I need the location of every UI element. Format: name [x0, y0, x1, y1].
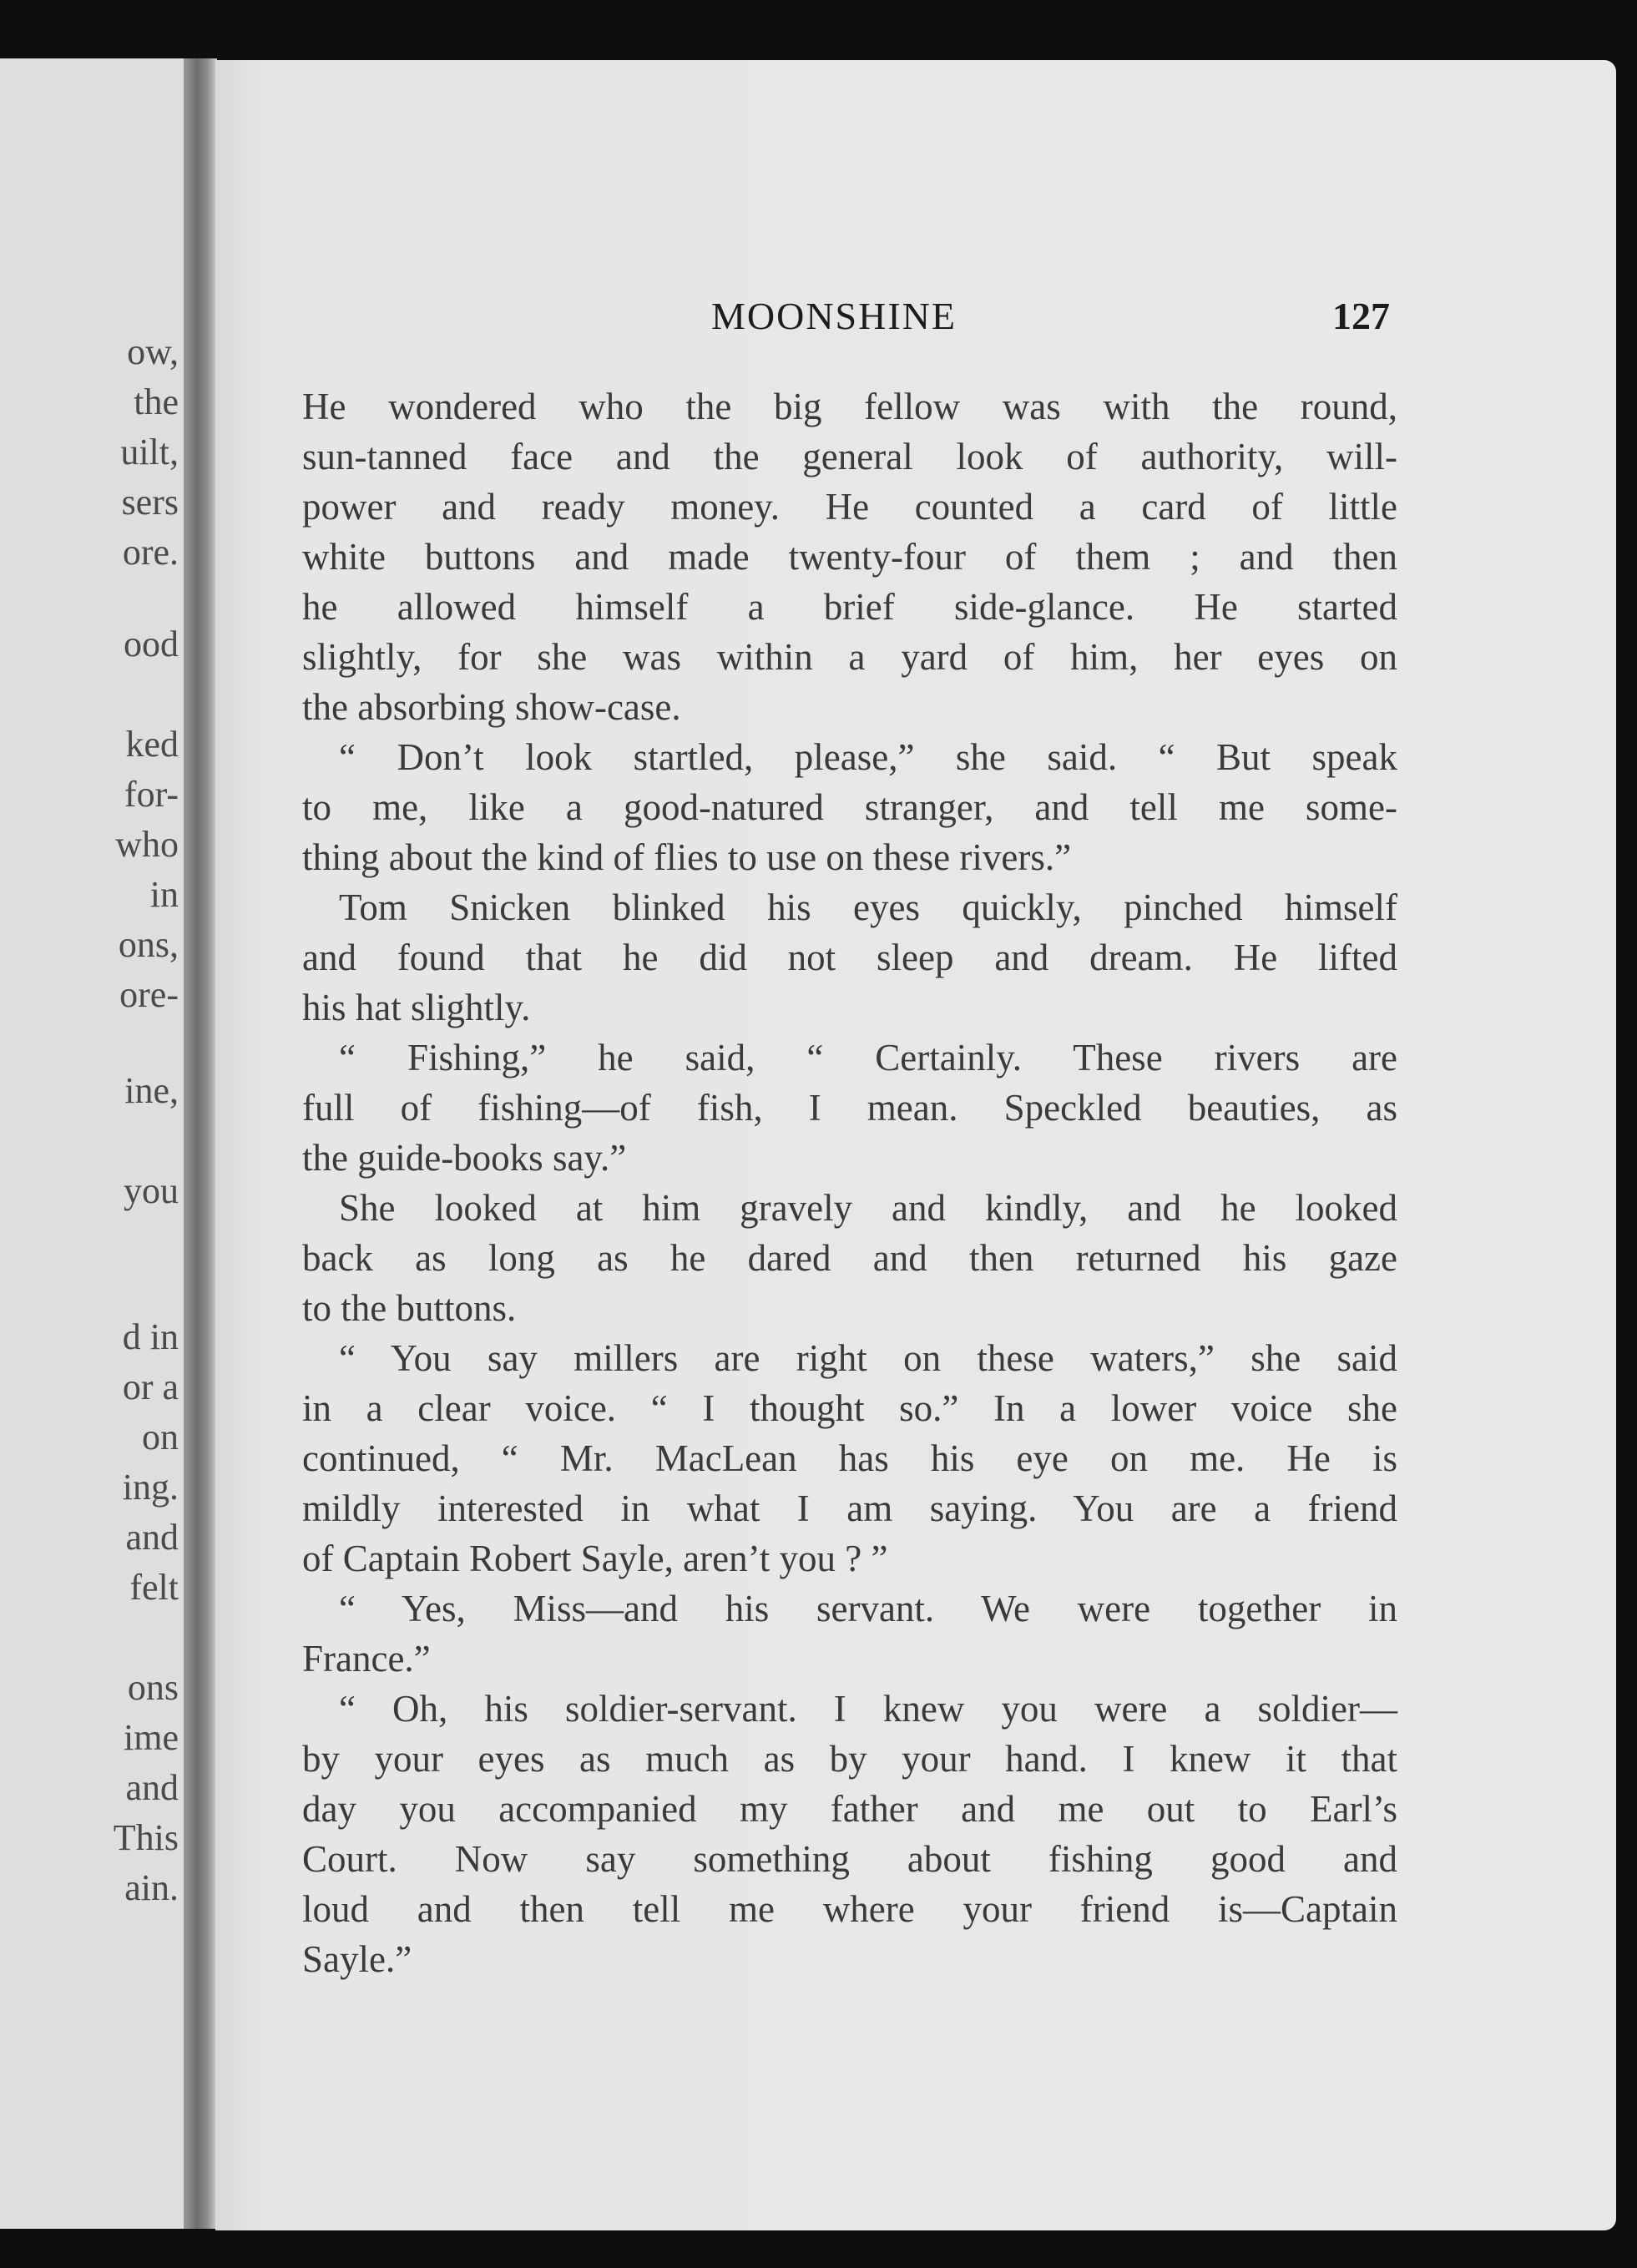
fragment-line: ons: [127, 1667, 179, 1708]
fragment-line: ked: [125, 724, 179, 765]
text-line: loud and then tell me where your friend is—Captain: [302, 1888, 1397, 1930]
text-line: mildly interested in what I am saying. You are a friend: [302, 1488, 1397, 1529]
current-page: [215, 60, 1616, 2230]
text-line: the guide-books say.”: [302, 1137, 627, 1179]
fragment-line: ime: [124, 1717, 179, 1758]
page-number: 127: [1332, 295, 1390, 337]
fragment-line: who: [115, 824, 179, 865]
text-line: power and ready money. He counted a card of little: [302, 486, 1397, 528]
fragment-line: ore-: [119, 974, 179, 1015]
running-title: MOONSHINE: [711, 295, 957, 337]
fragment-line: or a: [122, 1366, 179, 1407]
text-line: thing about the kind of flies to use on these rivers.”: [302, 836, 1072, 878]
fragment-line: ain.: [124, 1867, 179, 1908]
fragment-line: ons,: [118, 924, 179, 965]
text-line: “ Yes, Miss—and his servant. We were together in: [339, 1588, 1397, 1629]
text-line: He wondered who the big fellow was with the round,: [302, 386, 1397, 427]
text-line: to me, like a good-natured stranger, and tell me some-: [302, 786, 1397, 828]
text-line: back as long as he dared and then returned his gaze: [302, 1237, 1397, 1279]
fragment-line: This: [113, 1817, 179, 1858]
running-head: [215, 294, 1616, 344]
text-line: Sayle.”: [302, 1938, 412, 1980]
text-line: Court. Now say something about fishing good and: [302, 1838, 1397, 1880]
text-line: white buttons and made twenty-four of them ; and then: [302, 536, 1397, 578]
text-line: to the buttons.: [302, 1287, 517, 1329]
fragment-line: on: [142, 1417, 179, 1457]
fragment-line: ore.: [122, 532, 179, 573]
fragment-line: in: [149, 874, 179, 915]
text-line: of Captain Robert Sayle, aren’t you ? ”: [302, 1538, 888, 1579]
text-line: in a clear voice. “ I thought so.” In a lower voice she: [302, 1387, 1397, 1429]
fragment-line: uilt,: [120, 432, 179, 472]
text-line: France.”: [302, 1638, 431, 1680]
book-gutter: [184, 58, 217, 2229]
fragment-line: and: [125, 1767, 179, 1808]
text-line: he allowed himself a brief side-glance. He started: [302, 586, 1397, 628]
text-line: by your eyes as much as by your hand. I knew it that: [302, 1738, 1397, 1780]
fragment-line: ing.: [122, 1467, 179, 1508]
text-line: She looked at him gravely and kindly, and he looked: [339, 1187, 1397, 1229]
fragment-line: for-: [124, 774, 179, 815]
fragment-line: ood: [124, 624, 179, 664]
text-line: “ Fishing,” he said, “ Certainly. These rivers are: [339, 1037, 1397, 1078]
text-line: “ You say millers are right on these waters,” she said: [339, 1337, 1397, 1379]
previous-page-edge: [0, 58, 194, 2229]
text-line: the absorbing show-case.: [302, 686, 681, 728]
fragment-line: felt: [129, 1567, 179, 1608]
fragment-line: the: [134, 381, 179, 422]
fragment-line: you: [124, 1170, 179, 1211]
text-line: “ Oh, his soldier-servant. I knew you were a soldier—: [339, 1688, 1397, 1730]
text-line: slightly, for she was within a yard of him, her eyes on: [302, 636, 1397, 678]
fragment-line: ow,: [127, 331, 179, 372]
text-line: and found that he did not sleep and dream. He lifted: [302, 937, 1397, 978]
fragment-line: ine,: [124, 1070, 179, 1111]
text-line: “ Don’t look startled, please,” she said. “ But speak: [339, 736, 1397, 778]
text-line: sun-tanned face and the general look of authority, will-: [302, 436, 1397, 477]
text-line: Tom Snicken blinked his eyes quickly, pinched himself: [339, 886, 1397, 928]
text-line: full of fishing—of fish, I mean. Speckled beauties, as: [302, 1087, 1397, 1129]
text-line: continued, “ Mr. MacLean has his eye on me. He is: [302, 1437, 1397, 1479]
text-line: day you accompanied my father and me out to Earl’s: [302, 1788, 1397, 1830]
fragment-line: and: [125, 1517, 179, 1558]
fragment-line: sers: [121, 482, 179, 523]
body-text: [302, 381, 1397, 1984]
text-line: his hat slightly.: [302, 987, 531, 1028]
fragment-line: d in: [122, 1316, 179, 1357]
